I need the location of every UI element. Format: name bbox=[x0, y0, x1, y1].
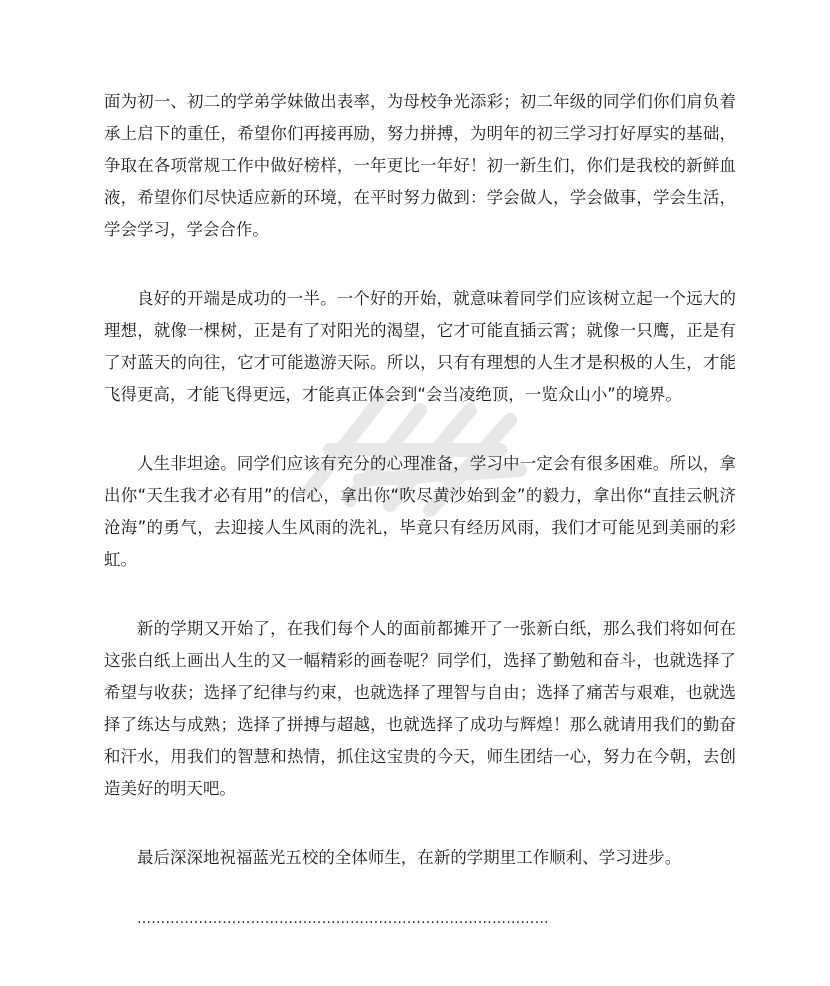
paragraph-4: 新的学期又开始了，在我们每个人的面前都摊开了一张新白纸，那么我们将如何在这张白纸上画出人生的又一幅精彩的画卷呢？同学们，选择了勤勉和奋斗，也就选择了希望与收获；选择了纪律与约束，也就选择了理智与自由；选择了痛苦与艰难，也就选择了练达与成熟；选择了拼搏与超越，也就选择了成功与辉煌！那么就请用我们的勤奋和汗水，用我们的智慧和热情，抓住这宝贵的今天，师生团结一心，努力在今朝，去创造美好的明天吧。 bbox=[104, 619, 736, 798]
paragraph-1: 面为初一、初二的学弟学妹做出表率，为母校争光添彩；初二年级的同学们你们肩负着承上启下的重任，希望你们再接再励，努力拼搏，为明年的初三学习打好厚实的基础，争取在各项常规工作中做好榜样，一年更比一年好！初一新生们，你们是我校的新鲜血液，希望你们尽快适应新的环境，在平时努力做到：学会做人，学会做事，学会生活，学会学习，学会合作。 bbox=[104, 92, 736, 239]
document-body bbox=[104, 86, 736, 929]
ellipsis-line: …………………………………………………………………………… bbox=[137, 911, 549, 927]
paragraph-2: 良好的开端是成功的一半。一个好的开始，就意味着同学们应该树立起一个远大的理想，就像一棵树，正是有了对阳光的渴望，它才可能直插云霄；就像一只鹰，正是有了对蓝天的向往，它才可能遨游天际。所以，只有有理想的人生才是积极的人生，才能飞得更高，才能飞得更远，才能真正体会到“会当凌绝顶，一览众山小”的境界。 bbox=[104, 289, 736, 404]
paragraph-3: 人生非坦途。同学们应该有充分的心理准备，学习中一定会有很多困难。所以，拿出你“天生我才必有用”的信心，拿出你“吹尽黄沙始到金”的毅力，拿出你“直挂云帆济沧海”的勇气，去迎接人生风雨的洗礼，毕竟只有经历风雨，我们才可能见到美丽的彩虹。 bbox=[104, 454, 736, 569]
paragraph-5: 最后深深地祝福蓝光五校的全体师生，在新的学期里工作顺利、学习进步。 bbox=[137, 848, 682, 867]
